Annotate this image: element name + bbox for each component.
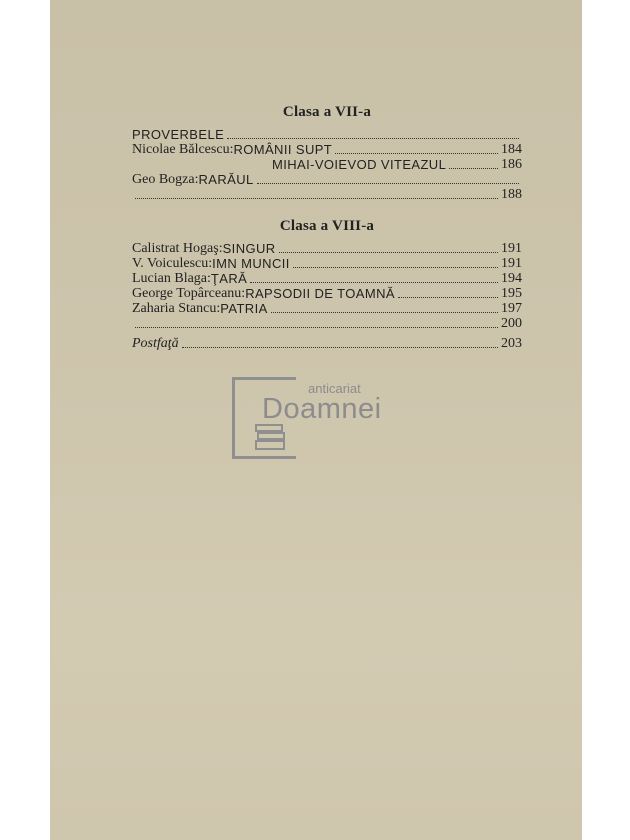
entry-title: MIHAI-VOIEVOD VITEAZUL bbox=[272, 157, 447, 172]
entry-author: Calistrat Hogaş: bbox=[132, 241, 223, 256]
toc-entry-balcescu bbox=[132, 142, 522, 157]
toc-entry-voiculescu bbox=[132, 256, 522, 271]
dot-leader bbox=[182, 346, 498, 348]
entry-author: Geo Bogza: bbox=[132, 172, 199, 187]
dot-leader bbox=[398, 296, 498, 298]
entry-title: ROMÂNII SUPT bbox=[233, 142, 333, 157]
dot-leader bbox=[293, 266, 498, 268]
page-number: 191 bbox=[501, 241, 522, 256]
entry-title: Postfaţă bbox=[132, 336, 179, 351]
toc-entry-blaga bbox=[132, 271, 522, 286]
entry-title: PROVERBELE bbox=[132, 127, 225, 142]
dot-leader bbox=[257, 182, 519, 184]
page-number: 195 bbox=[501, 286, 522, 301]
watermark-big-text: Doamnei bbox=[262, 393, 382, 425]
dot-leader bbox=[135, 197, 498, 199]
entry-title: RARĂUL bbox=[198, 172, 254, 187]
entry-author: Nicolae Bălcescu: bbox=[132, 142, 234, 157]
watermark-small-text: anticariat bbox=[308, 381, 361, 396]
book-page bbox=[50, 0, 582, 840]
entry-author: Zaharia Stancu: bbox=[132, 301, 221, 316]
dot-leader bbox=[227, 137, 519, 139]
entry-title: ŢARĂ bbox=[210, 271, 248, 286]
toc-entry-toparceanu bbox=[132, 286, 522, 301]
entry-author: George Topârceanu: bbox=[132, 286, 246, 301]
dot-leader bbox=[135, 326, 498, 328]
toc-entry-bogza bbox=[132, 172, 522, 187]
entry-title: IMN MUNCII bbox=[212, 256, 290, 271]
watermark-logo bbox=[232, 377, 412, 463]
dot-leader bbox=[250, 281, 498, 283]
entry-author: V. Voiculescu: bbox=[132, 256, 213, 271]
entry-title: PATRIA bbox=[220, 301, 268, 316]
entry-title: SINGUR bbox=[222, 241, 276, 256]
toc-entry-hogas bbox=[132, 241, 522, 256]
section-heading-clasa-viii: Clasa a VIII-a bbox=[279, 218, 375, 234]
page-number: 200 bbox=[501, 316, 522, 331]
toc-entry-proverbele bbox=[132, 127, 522, 142]
toc-entry-postfata bbox=[132, 336, 522, 351]
dot-leader bbox=[335, 152, 498, 154]
page-number: 188 bbox=[501, 187, 522, 202]
table-of-contents bbox=[132, 104, 522, 351]
books-icon bbox=[254, 423, 294, 453]
dot-leader bbox=[279, 251, 498, 253]
page-number: 184 bbox=[501, 142, 522, 157]
page-number: 186 bbox=[501, 157, 522, 172]
entry-title: RAPSODII DE TOAMNĂ bbox=[245, 286, 395, 301]
page-number: 191 bbox=[501, 256, 522, 271]
dot-leader bbox=[271, 311, 498, 313]
page-number: 203 bbox=[501, 336, 522, 351]
toc-entry-stancu-page bbox=[132, 316, 522, 331]
dot-leader bbox=[449, 167, 498, 169]
page-number: 194 bbox=[501, 271, 522, 286]
toc-entry-stancu bbox=[132, 301, 522, 316]
toc-entry-balcescu-cont bbox=[132, 157, 522, 172]
entry-author: Lucian Blaga: bbox=[132, 271, 211, 286]
toc-entry-bogza-page bbox=[132, 187, 522, 202]
section-heading-clasa-vii: Clasa a VII-a bbox=[282, 104, 372, 120]
page-number: 197 bbox=[501, 301, 522, 316]
